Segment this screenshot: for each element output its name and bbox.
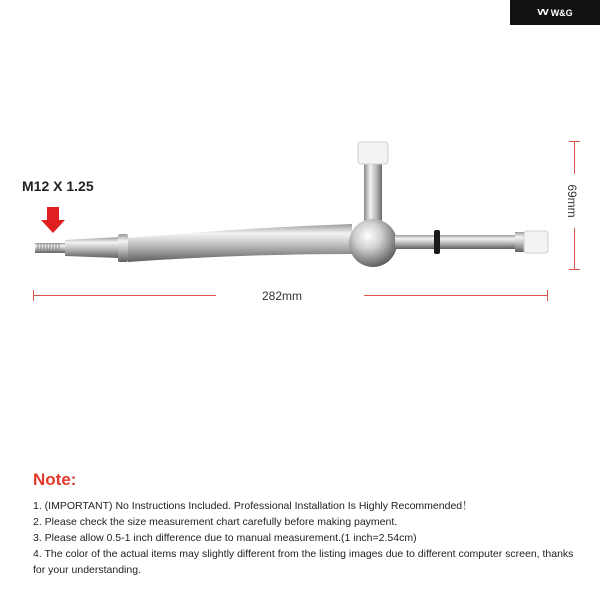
collar bbox=[118, 234, 128, 262]
note-item: 4. The color of the actual items may slightly different from the listing images due to different computer screen, thanks for your understanding. bbox=[33, 548, 574, 576]
o-ring bbox=[434, 230, 440, 254]
notes-title: Note: bbox=[33, 470, 77, 489]
vertical-stub bbox=[364, 162, 382, 224]
shaft-base bbox=[65, 237, 120, 258]
length-dimension-line-left bbox=[33, 295, 216, 296]
thread-spec-label: M12 X 1.25 bbox=[22, 178, 94, 194]
main-shaft bbox=[128, 224, 352, 262]
height-label: 69mm bbox=[565, 184, 579, 218]
arrow-down-icon bbox=[41, 207, 65, 233]
end-cap bbox=[524, 231, 548, 253]
length-label: 282mm bbox=[262, 289, 303, 303]
brand-name: W&G bbox=[550, 7, 573, 18]
height-dimension-line-bottom bbox=[574, 228, 575, 270]
height-dimension-line-top bbox=[574, 141, 575, 174]
vertical-stub-cap bbox=[358, 142, 388, 164]
threaded-tip bbox=[35, 243, 65, 253]
note-item: 2. Please check the size measurement chart carefully before making payment. bbox=[33, 516, 398, 528]
length-dimension-line-right bbox=[364, 295, 548, 296]
pivot-ball bbox=[349, 219, 397, 267]
wings-logo-icon: 𝗩𝗩 bbox=[537, 8, 548, 17]
note-item: 3. Please allow 0.5-1 inch difference due to manual measurement.(1 inch=2.54cm) bbox=[33, 532, 417, 544]
note-item: 1. (IMPORTANT) No Instructions Included. Professional Installation Is Highly Recommended！ bbox=[33, 500, 473, 512]
right-rod bbox=[395, 235, 525, 249]
notes-section bbox=[33, 470, 578, 578]
